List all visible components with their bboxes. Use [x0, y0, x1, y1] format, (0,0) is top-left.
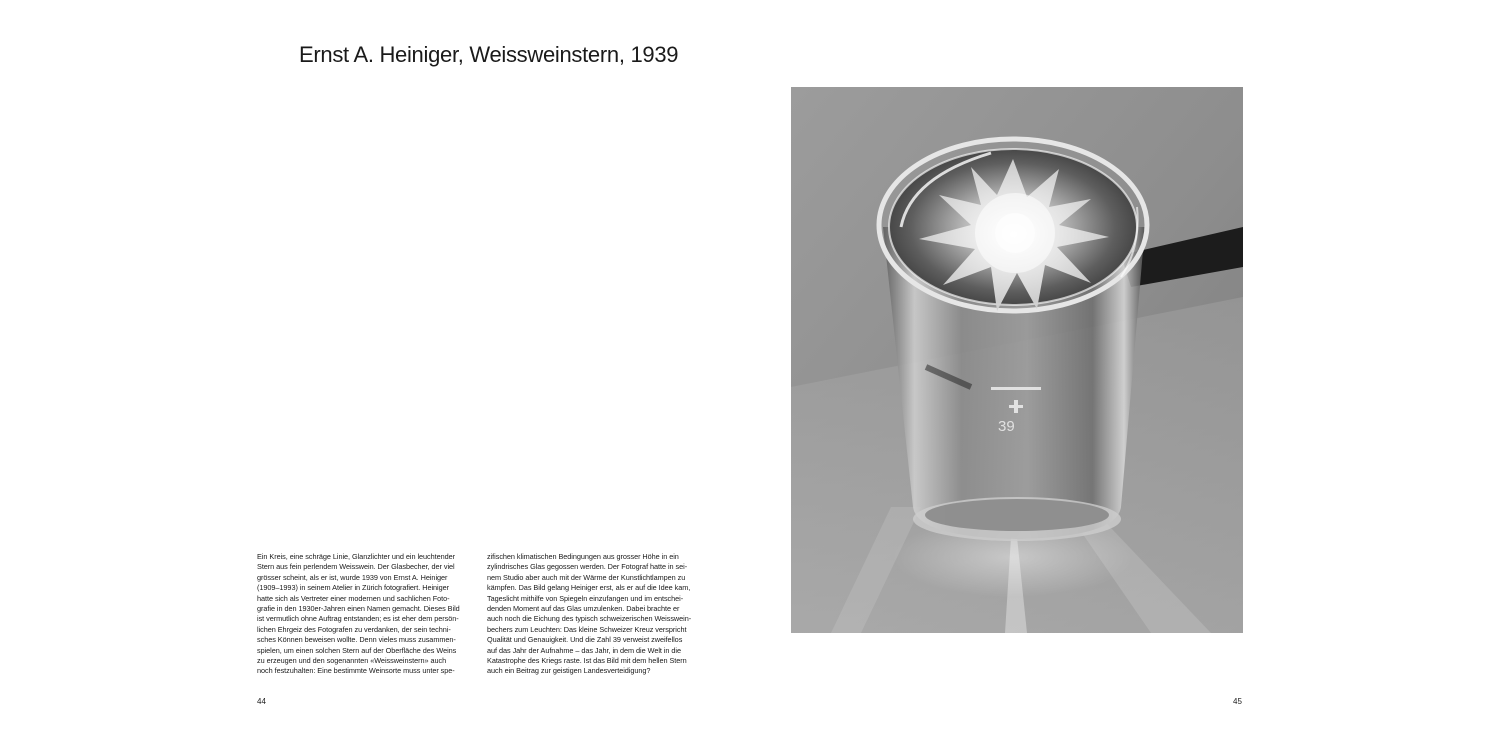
- text-line: noch festzuhalten: Eine bestimmte Weinsorte muss unter spe-: [257, 666, 455, 676]
- text-line: auch noch die Eichung des typisch schweizerischen Weisswein-: [487, 614, 692, 624]
- text-line: Qualität und Genauigkeit. Und die Zahl 39 verweist zweifellos: [487, 635, 683, 645]
- page-number-left: 44: [257, 697, 266, 706]
- glass-marking-number: 39: [998, 418, 1015, 435]
- text-line: Ein Kreis, eine schräge Linie, Glanzlichter und ein leuchtender: [257, 552, 456, 561]
- text-line: hatte sich als Vertreter einer modernen und sachlichen Foto-: [257, 593, 450, 603]
- body-text-column-right: [487, 552, 713, 677]
- text-line: zu erzeugen und den sogenannten «Weissweinstern» auch: [257, 656, 447, 666]
- text-line: kämpfen. Das Bild gelang Heiniger erst, als er auf die Idee kam,: [487, 583, 691, 593]
- text-line: Tageslicht mithilfe von Spiegeln einzufangen und im entschei-: [487, 593, 684, 603]
- text-line: (1909–1993) in seinem Atelier in Zürich fotografiert. Heiniger: [257, 583, 449, 593]
- text-line: Katastrophe des Kriegs raste. Ist das Bild mit dem hellen Stern: [487, 656, 687, 666]
- text-line: sches Können beweisen wollte. Denn vieles muss zusammen-: [257, 635, 456, 645]
- wine-glass-photo: [791, 87, 1243, 633]
- text-line: lichen Ehrgeiz des Fotografen zu verdanken, der sein techni-: [257, 624, 451, 634]
- text-line: zylindrisches Glas gegossen werden. Der Fotograf hatte in sei-: [487, 562, 688, 572]
- text-line: auch ein Beitrag zur geistigen Landesverteidigung?: [487, 666, 651, 676]
- page-number-right: 45: [1233, 697, 1242, 706]
- text-line: denden Moment auf das Glas umzulenken. Dabei brachte er: [487, 604, 680, 614]
- text-line: auf das Jahr der Aufnahme – das Jahr, in dem die Welt in die: [487, 645, 681, 655]
- text-line: Stern aus fein perlendem Weisswein. Der Glasbecher, der viel: [257, 562, 455, 572]
- text-line: ist vermutlich ohne Auftrag entstanden; es ist eher dem persön-: [257, 614, 459, 624]
- body-text-column-left: [257, 552, 483, 677]
- text-line: spielen, um einen solchen Stern auf der Oberfläche des Weins: [257, 645, 457, 655]
- text-line: nem Studio aber auch mit der Wärme der Kunstlichtlampen zu: [487, 572, 686, 582]
- wine-glass-illustration: [791, 87, 1243, 633]
- text-line: grösser scheint, als er ist, wurde 1939 von Ernst A. Heiniger: [257, 572, 448, 582]
- text-line: zifischen klimatischen Bedingungen aus grosser Höhe in ein: [487, 552, 679, 561]
- page-title: Ernst A. Heiniger, Weissweinstern, 1939: [299, 42, 679, 67]
- text-line: grafie in den 1930er-Jahren einen Namen gemacht. Dieses Bild: [257, 604, 460, 614]
- text-line: bechers zum Leuchten: Das kleine Schweizer Kreuz verspricht: [487, 624, 687, 634]
